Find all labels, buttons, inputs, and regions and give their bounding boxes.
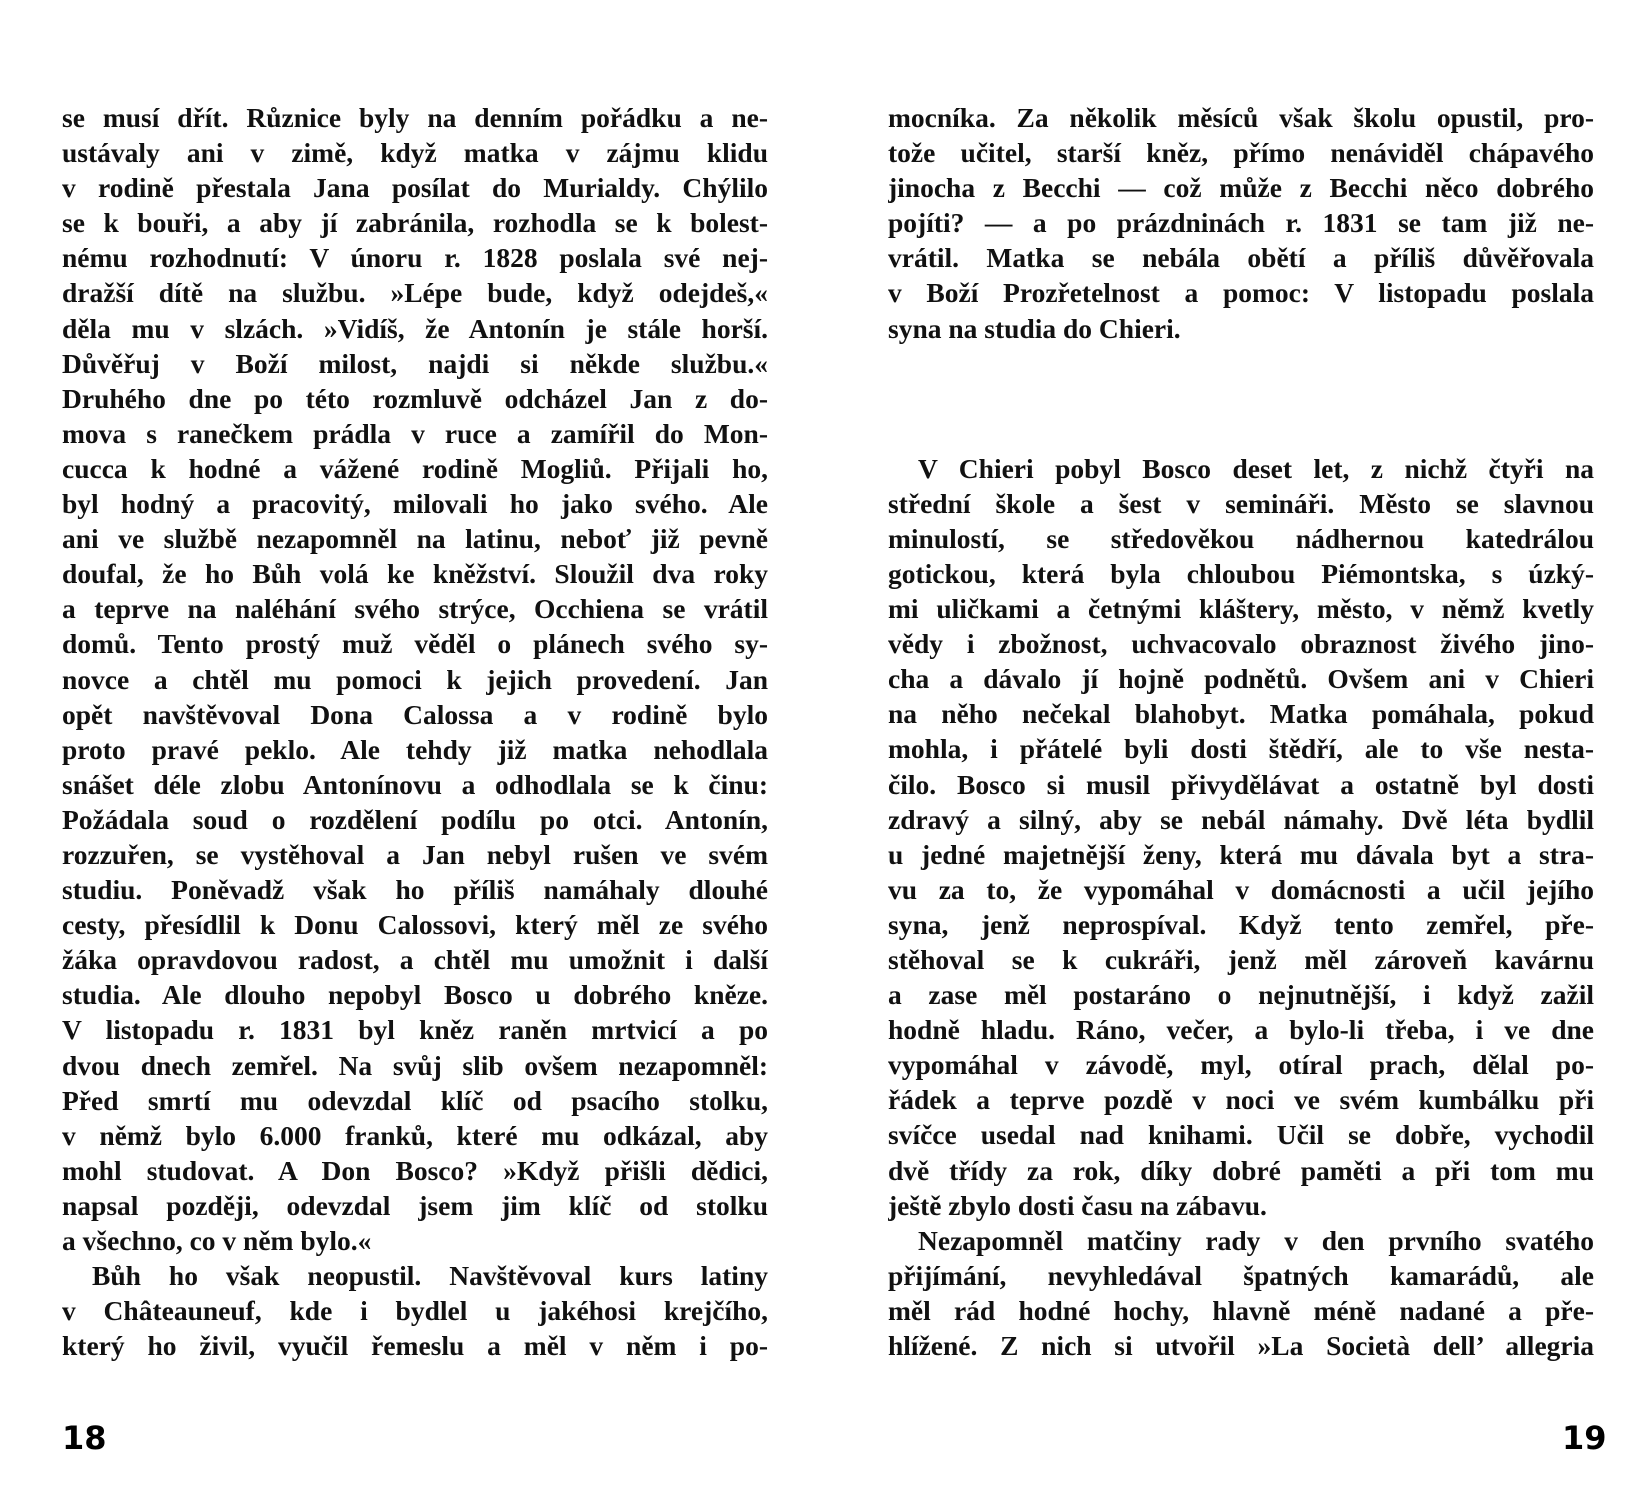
text-line: Bůh ho však neopustil. Navštěvoval kurs latiny	[92, 1260, 768, 1292]
text-line: u jedné majetnější ženy, která mu dávala byt a stra-	[888, 838, 1594, 870]
text-line: pojíti? — a po prázdninách r. 1831 se tam již ne-	[888, 207, 1594, 239]
text-line: přijímání, nevyhledával špatných kamarádů, ale	[888, 1259, 1594, 1291]
page-number-right: 19	[1562, 1419, 1607, 1457]
text-line: vu za to, že vypomáhal v domácnosti a učil jejího	[888, 873, 1594, 905]
text-line: rozzuřen, se vystěhoval a Jan nebyl rušen ve svém	[62, 838, 768, 870]
text-line: gotickou, která byla chloubou Piémontska, s úzký-	[888, 557, 1594, 589]
text-line: snášet déle zlobu Antonínovu a odhodlala se k činu:	[62, 768, 768, 800]
text-line: dvě třídy za rok, díky dobré paměti a při tom mu	[888, 1154, 1594, 1186]
left-page-text	[62, 100, 768, 1363]
text-line: Důvěřuj v Boží milost, najdi si někde službu.«	[62, 347, 768, 379]
text-line: studia. Ale dlouho nepobyl Bosco u dobrého kněze.	[62, 979, 768, 1011]
text-line: dvou dnech zemřel. Na svůj slib ovšem nezapomněl:	[62, 1049, 768, 1081]
text-line: děla mu v slzách. »Vidíš, že Antonín je stále horší.	[62, 312, 768, 344]
text-line: ustávaly ani v zimě, když matka v zájmu klidu	[62, 137, 768, 169]
text-line: minulostí, se středověkou nádhernou katedrálou	[888, 522, 1594, 554]
text-line: v němž bylo 6.000 franků, které mu odkázal, aby	[62, 1119, 768, 1151]
text-line: mohl studovat. A Don Bosco? »Když přišli dědici,	[62, 1154, 768, 1186]
text-line: a teprve na naléhání svého strýce, Occhiena se vrátil	[62, 593, 768, 625]
text-line: dražší dítě na službu. »Lépe bude, když odejdeš,«	[62, 277, 768, 309]
text-line: mocníka. Za několik měsíců však školu opustil, pro-	[888, 102, 1594, 133]
text-line: V Chieri pobyl Bosco deset let, z nichž čtyři na	[918, 452, 1594, 484]
text-line: se musí dřít. Různice byly na denním pořádku a ne-	[62, 102, 768, 133]
text-line: čilo. Bosco si musil přivydělávat a ostatně byl dosti	[888, 768, 1594, 800]
text-line: měl rád hodné hochy, hlavně méně nadané a pře-	[888, 1294, 1594, 1326]
text-line: a všechno, co v něm bylo.«	[62, 1225, 372, 1256]
text-line: cesty, přesídlil k Donu Calossovi, který měl ze svého	[62, 909, 768, 941]
text-line: doufal, že ho Bůh volá ke kněžství. Sloužil dva roky	[62, 558, 768, 590]
section-break	[888, 346, 1594, 451]
right-page-text	[888, 100, 1594, 1363]
text-line: novce a chtěl mu pomoci k jejich provedení. Jan	[62, 663, 768, 695]
text-line: V listopadu r. 1831 byl kněz raněn mrtvicí a po	[62, 1014, 768, 1046]
text-line: v Châteauneuf, kde i bydlel u jakéhosi krejčího,	[62, 1295, 768, 1327]
text-line: domů. Tento prostý muž věděl o plánech svého sy-	[62, 628, 768, 660]
text-line: Nezapomněl matčiny rady v den prvního svatého	[918, 1224, 1594, 1256]
text-line: který ho živil, vyučil řemeslu a měl v něm i po-	[62, 1330, 768, 1362]
text-line: byl hodný a pracovitý, milovali ho jako svého. Ale	[62, 488, 768, 520]
text-line: ani ve službě nezapomněl na latinu, neboť již pevně	[62, 523, 768, 555]
text-line: cucca k hodné a vážené rodině Mogliů. Přijali ho,	[62, 452, 768, 484]
text-line: napsal později, odevzdal jsem jim klíč od stolku	[62, 1189, 768, 1221]
text-line: mova s ranečkem prádla v ruce a zamířil do Mon-	[62, 417, 768, 449]
text-line: vypomáhal v závodě, myl, otíral prach, dělal po-	[888, 1049, 1594, 1081]
text-line: stěhoval se k cukráři, jenž měl zároveň kavárnu	[888, 943, 1594, 975]
text-line: syna na studia do Chieri.	[888, 312, 1181, 344]
text-line: střední škole a šest v semináři. Město se slavnou	[888, 487, 1594, 519]
text-line: žáka opravdovou radost, a chtěl mu umožnit i další	[62, 944, 768, 976]
page-number-left: 18	[62, 1419, 107, 1457]
text-line: mohla, i přátelé byli dosti štědří, ale to vše nesta-	[888, 733, 1594, 765]
text-line: syna, jenž neprospíval. Když tento zemřel, pře-	[888, 908, 1594, 940]
text-line: se k bouři, a aby jí zabránila, rozhodla se k bolest-	[62, 207, 768, 239]
text-line: na něho nečekal blahobyt. Matka pomáhala, pokud	[888, 698, 1594, 730]
text-line: v Boží Prozřetelnost a pomoc: V listopadu poslala	[888, 277, 1594, 309]
text-line: tože učitel, starší kněz, přímo nenáviděl chápavého	[888, 137, 1594, 169]
text-line: proto pravé peklo. Ale tehdy již matka nehodlala	[62, 733, 768, 765]
text-line: studiu. Poněvadž však ho příliš namáhaly dlouhé	[62, 874, 768, 906]
text-line: vrátil. Matka se nebála obětí a příliš důvěřovala	[888, 242, 1594, 274]
text-line: řádek a teprve pozdě v noci ve svém kumbálku při	[888, 1084, 1594, 1116]
text-line: ještě zbylo dosti času na zábavu.	[888, 1189, 1267, 1221]
text-line: vědy i zbožnost, uchvacovalo obraznost živého jino-	[888, 628, 1594, 660]
text-line: Požádala soud o rozdělení podílu po otci. Antonín,	[62, 803, 768, 835]
text-line: Před smrtí mu odevzdal klíč od psacího stolku,	[62, 1084, 768, 1116]
text-line: nému rozhodnutí: V únoru r. 1828 poslala své nej-	[62, 242, 768, 274]
text-line: hlížené. Z nich si utvořil »La Società dell’ allegria	[888, 1330, 1594, 1361]
text-line: v rodině přestala Jana posílat do Murialdy. Chýlilo	[62, 172, 768, 204]
text-line: hodně hladu. Ráno, večer, a bylo-li třeba, i ve dne	[888, 1014, 1594, 1046]
text-line: a zase měl postaráno o nejnutnější, i když zažil	[888, 979, 1594, 1011]
text-line: opět navštěvoval Dona Calossa a v rodině bylo	[62, 698, 768, 730]
text-line: zdravý a silný, aby se nebál námahy. Dvě léta bydlil	[888, 803, 1594, 835]
text-line: Druhého dne po této rozmluvě odcházel Jan z do-	[62, 382, 768, 414]
text-line: cha a dávalo jí hojně podnětů. Ovšem ani v Chieri	[888, 663, 1594, 695]
text-line: svíčce usedal nad knihami. Učil se dobře, vychodil	[888, 1119, 1594, 1151]
text-line: jinocha z Becchi — což může z Becchi něco dobrého	[888, 172, 1594, 204]
text-line: mi uličkami a četnými kláštery, město, v němž kvetly	[888, 593, 1594, 625]
